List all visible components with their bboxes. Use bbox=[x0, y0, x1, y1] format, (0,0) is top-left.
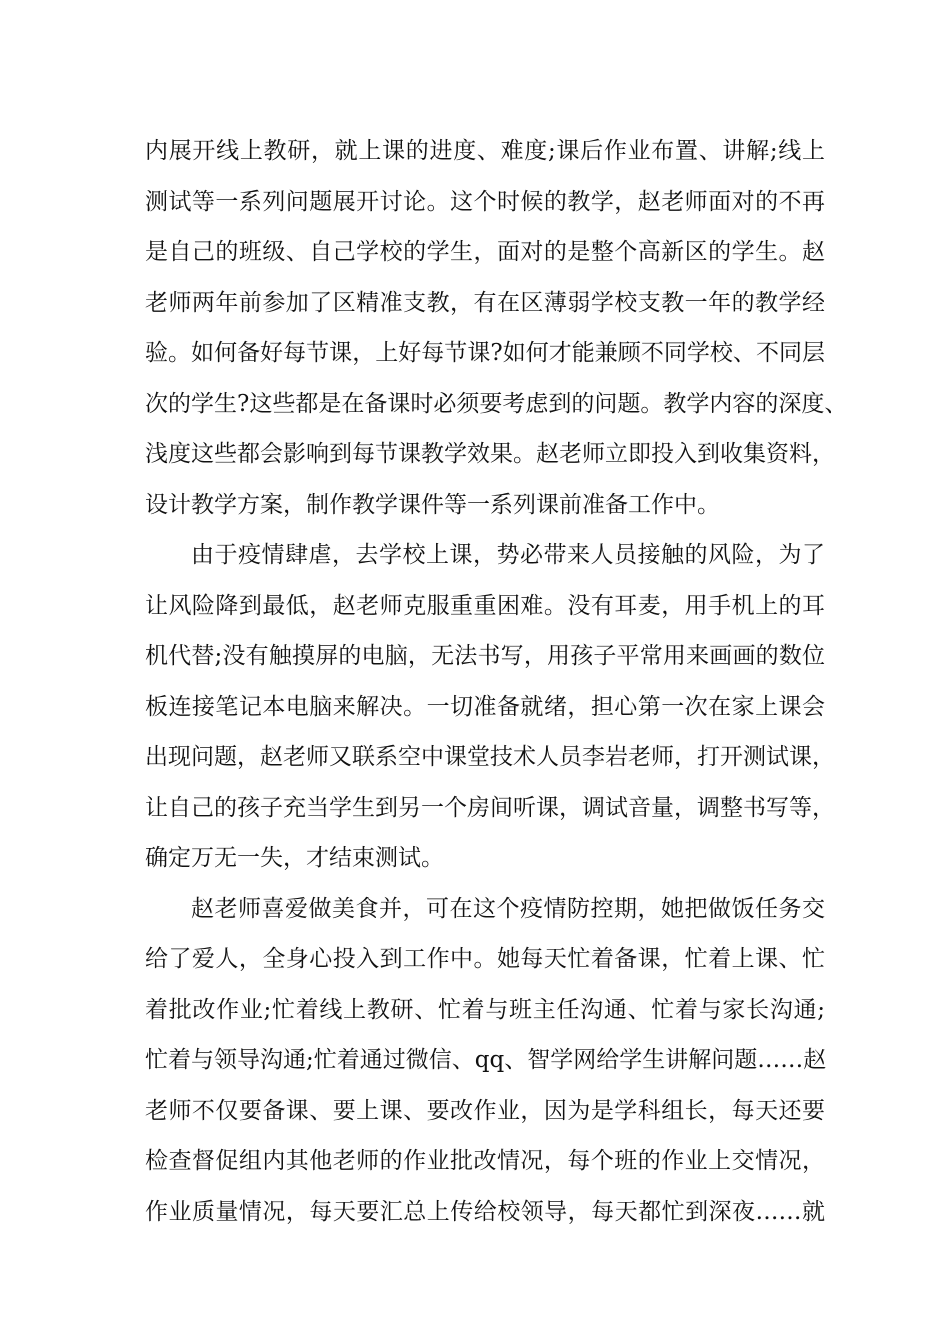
text-line: 出现问题，赵老师又联系空中课堂技术人员李岩老师，打开测试课， bbox=[145, 744, 835, 770]
text-line: 内展开线上教研，就上课的进度、难度;课后作业布置、讲解;线上 bbox=[145, 138, 825, 164]
text-line: 是自己的班级、自己学校的学生，面对的是整个高新区的学生。赵 bbox=[145, 239, 825, 265]
text-line: 赵老师喜爱做美食并，可在这个疫情防控期，她把做饭任务交 bbox=[191, 895, 825, 922]
text-line: 板连接笔记本电脑来解决。一切准备就绪，担心第一次在家上课会 bbox=[145, 693, 825, 720]
text-line: 让风险降到最低，赵老师克服重重困难。没有耳麦，用手机上的耳 bbox=[145, 592, 825, 619]
text-line: 让自己的孩子充当学生到另一个房间听课，调试音量，调整书写等， bbox=[145, 794, 835, 821]
text-line: 测试等一系列问题展开讨论。这个时候的教学，赵老师面对的不再 bbox=[145, 188, 825, 215]
text-line: 确定万无一失，才结束测试。 bbox=[145, 845, 444, 871]
text-line: 由于疫情肆虐，去学校上课，势必带来人员接触的风险，为了 bbox=[191, 542, 825, 568]
text-line: 浅度这些都会影响到每节课教学效果。赵老师立即投入到收集资料， bbox=[145, 441, 835, 467]
text-line: 给了爱人，全身心投入到工作中。她每天忙着备课，忙着上课、忙 bbox=[145, 946, 825, 972]
text-line: 老师不仅要备课、要上课、要改作业，因为是学科组长，每天还要 bbox=[145, 1097, 825, 1124]
document-body bbox=[145, 126, 848, 1237]
text-line: 作业质量情况，每天要汇总上传给校领导，每天都忙到深夜……就 bbox=[145, 1198, 825, 1225]
text-line: 忙着与领导沟通;忙着通过微信、qq、智学网给学生讲解问题……赵 bbox=[145, 1047, 827, 1073]
paragraph-2 bbox=[145, 530, 835, 884]
text-line: 机代替;没有触摸屏的电脑，无法书写，用孩子平常用来画画的数位 bbox=[145, 643, 825, 669]
text-line: 着批改作业;忙着线上教研、忙着与班主任沟通、忙着与家长沟通; bbox=[145, 996, 825, 1023]
text-line: 检查督促组内其他老师的作业批改情况，每个班的作业上交情况， bbox=[145, 1148, 825, 1174]
text-line: 次的学生?这些都是在备课时必须要考虑到的问题。教学内容的深度、 bbox=[145, 390, 848, 417]
paragraph-1 bbox=[145, 126, 848, 530]
text-line: 验。如何备好每节课，上好每节课?如何才能兼顾不同学校、不同层 bbox=[145, 340, 825, 366]
text-line: 老师两年前参加了区精准支教，有在区薄弱学校支教一年的教学经 bbox=[145, 289, 825, 316]
paragraph-3 bbox=[145, 884, 825, 1238]
text-line: 设计教学方案，制作教学课件等一系列课前准备工作中。 bbox=[145, 491, 720, 518]
